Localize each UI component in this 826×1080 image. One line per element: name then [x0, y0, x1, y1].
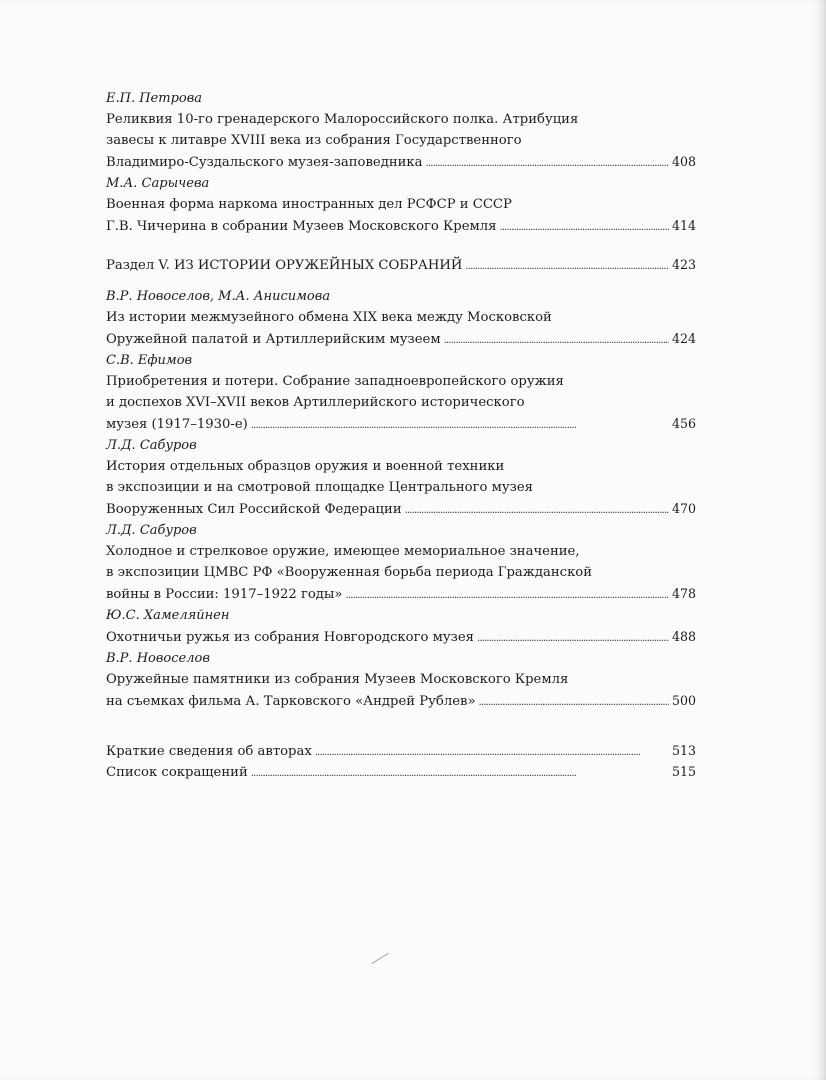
entry-title-line: в экспозиции ЦМВС РФ «Вооруженная борьба периода Гражданской	[106, 565, 593, 580]
page-number: 414	[671, 218, 696, 233]
leader-dots	[315, 741, 669, 763]
back-matter-title: Краткие сведения об авторах	[106, 744, 312, 759]
leader-dots	[477, 627, 669, 649]
entry-title-text: Г.В. Чичерина в собрании Музеев Московского Кремля	[106, 219, 497, 234]
leader-dots	[499, 216, 668, 238]
entry-title-text: Вооруженных Сил Российской Федерации	[106, 502, 402, 517]
page-number: 515	[671, 764, 696, 779]
entry-title-last-line	[106, 413, 696, 434]
entry-title-last-line	[106, 498, 696, 519]
entry-author: В.Р. Новоселов	[106, 651, 210, 666]
table-of-contents	[106, 88, 696, 782]
entry-title-line: и доспехов XVI–XVII веков Артиллерийского исторического	[106, 395, 525, 410]
page-number: 470	[671, 501, 696, 516]
pencil-mark	[371, 953, 388, 964]
entry-title-text: войны в России: 1917–1922 годы»	[106, 587, 343, 602]
toc-entry	[106, 520, 696, 604]
section-title: Раздел V. ИЗ ИСТОРИИ ОРУЖЕЙНЫХ СОБРАНИЙ	[106, 258, 463, 273]
leader-dots	[346, 584, 669, 606]
toc-entry	[106, 648, 696, 711]
toc-entry	[106, 286, 696, 349]
back-matter-title: Список сокращений	[106, 765, 248, 780]
section-heading	[106, 254, 696, 275]
entry-author: Ю.С. Хамеляйнен	[106, 608, 230, 623]
entry-title-last-line	[106, 151, 696, 172]
entry-title-last-line	[106, 626, 696, 647]
entry-title-last-line	[106, 583, 696, 604]
page-number: 408	[671, 154, 696, 169]
entry-author: Л.Д. Сабуров	[106, 438, 197, 453]
entry-author: В.Р. Новоселов, М.А. Анисимова	[106, 289, 331, 304]
entry-author: М.А. Сарычева	[106, 176, 210, 191]
entry-title-line: завесы к литавре XVIII века из собрания Государственного	[106, 133, 522, 148]
entry-title-line: Реликвия 10-го гренадерского Малороссийского полка. Атрибуция	[106, 112, 579, 127]
entry-title-text: Владимиро-Суздальского музея-заповедника	[106, 155, 423, 170]
page-number: 456	[671, 416, 696, 431]
entry-title-text: музея (1917–1930-е)	[106, 417, 248, 432]
entry-title-line: Оружейные памятники из собрания Музеев Московского Кремля	[106, 672, 569, 687]
entry-title-last-line	[106, 215, 696, 236]
leader-dots	[251, 762, 669, 784]
toc-entry	[106, 173, 696, 236]
spacer	[106, 712, 696, 740]
page-number: 488	[671, 629, 696, 644]
entry-title-line: Приобретения и потери. Собрание западноевропейского оружия	[106, 374, 564, 389]
entry-title-line: Военная форма наркома иностранных дел РСФСР и СССР	[106, 197, 512, 212]
toc-entry	[106, 435, 696, 519]
entry-title-text: Оружейной палатой и Артиллерийским музеем	[106, 332, 441, 347]
leader-dots	[405, 499, 669, 521]
entry-title-line: Из истории межмузейного обмена XIX века между Московской	[106, 310, 552, 325]
leader-dots	[465, 255, 669, 277]
page-number: 500	[671, 693, 696, 708]
page-number: 513	[671, 743, 696, 758]
back-matter-entry	[106, 761, 696, 782]
leader-dots	[479, 691, 669, 713]
entry-title-last-line	[106, 690, 696, 711]
toc-entry	[106, 605, 696, 647]
entry-title-text: на съемках фильма А. Тарковского «Андрей Рублев»	[106, 694, 476, 709]
page-number: 478	[671, 586, 696, 601]
leader-dots	[444, 329, 669, 351]
entry-title-last-line	[106, 328, 696, 349]
toc-entry	[106, 88, 696, 172]
entry-title-line: Холодное и стрелковое оружие, имеющее мемориальное значение,	[106, 544, 580, 559]
entry-author: С.В. Ефимов	[106, 353, 193, 368]
entry-title-line: в экспозиции и на смотровой площадке Центрального музея	[106, 480, 533, 495]
leader-dots	[251, 414, 669, 436]
entry-author: Л.Д. Сабуров	[106, 523, 197, 538]
entry-title-text: Охотничьи ружья из собрания Новгородского музея	[106, 630, 474, 645]
page-number: 424	[671, 331, 696, 346]
entry-title-line: История отдельных образцов оружия и военной техники	[106, 459, 505, 474]
leader-dots	[426, 152, 669, 174]
page-number: 423	[671, 257, 696, 272]
toc-entry	[106, 350, 696, 434]
back-matter-entry	[106, 740, 696, 761]
entry-author: Е.П. Петрова	[106, 91, 203, 106]
